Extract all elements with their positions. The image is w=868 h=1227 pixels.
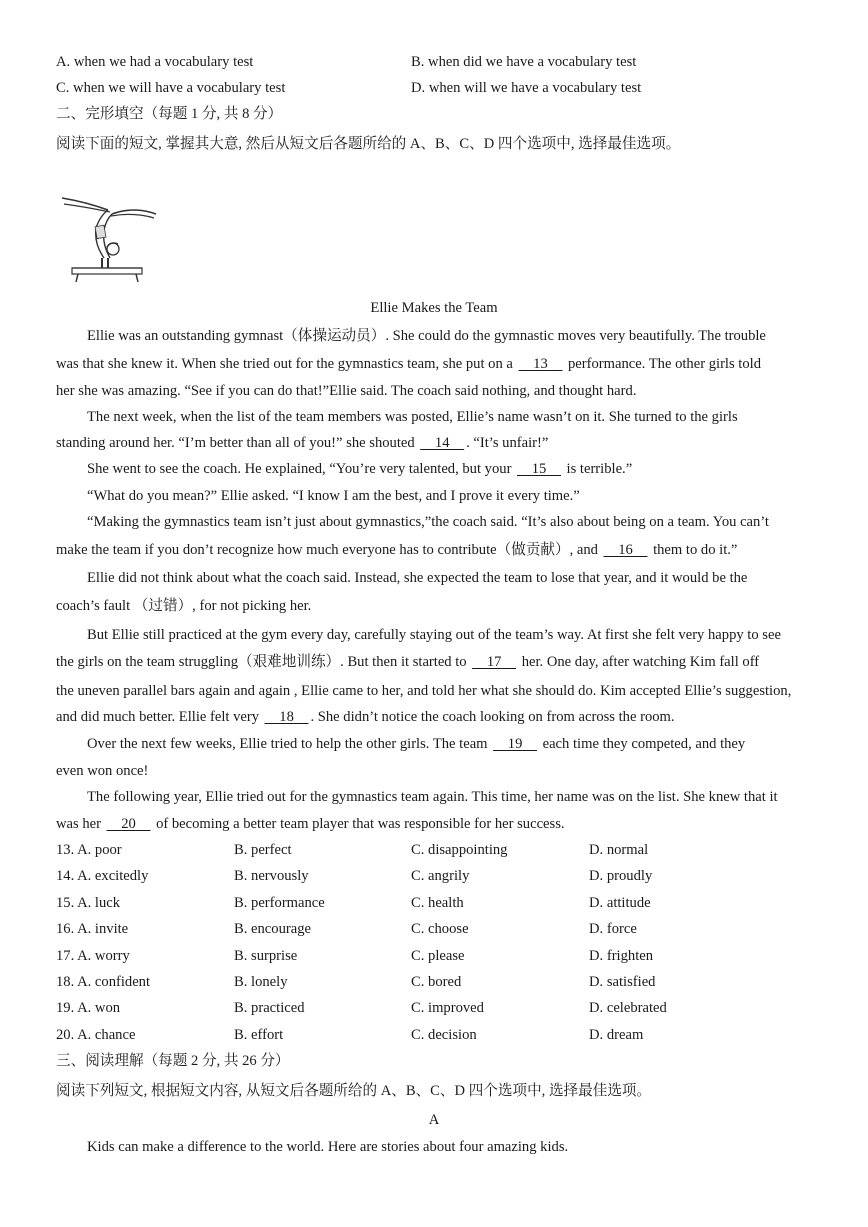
part-label: A xyxy=(428,1112,440,1128)
choice-c: C. bored xyxy=(411,974,462,990)
section-3-intro: Kids can make a difference to the world. Here are stories about four amazing kids. xyxy=(87,1139,569,1155)
section-3-instruction: 阅读下列短文, 根据短文内容, 从短文后各题所给的 A、B、C、D 四个选项中, 选择最佳选项。 xyxy=(56,1083,652,1099)
option-c: C. when we will have a vocabulary test xyxy=(56,80,286,96)
prev-options-row-2 xyxy=(56,78,816,98)
question-row xyxy=(56,998,816,1018)
choice-c: C. decision xyxy=(411,1026,477,1043)
section-3-heading: 三、阅读理解（每题 2 分, 共 26 分） xyxy=(56,1053,290,1069)
choice-d: D. frighten xyxy=(589,947,654,964)
choice-d: D. dream xyxy=(589,1026,644,1043)
choice-b: B. lonely xyxy=(234,974,288,990)
choice-a: 13. A. poor xyxy=(56,842,122,858)
choice-d: D. force xyxy=(589,921,637,938)
choice-b: B. effort xyxy=(234,1026,284,1043)
blank-17: 17 xyxy=(486,654,502,670)
passage-line: the girls on the team struggling（艰难地训练）. But then it started to 17 her. One day, after watching Kim fall off xyxy=(56,654,760,670)
passage-line: the uneven parallel bars again and again , Ellie came to her, and told her what she should do. Kim accepted Ellie’s suggestion, xyxy=(56,683,792,699)
choice-c: C. disappointing xyxy=(411,842,508,858)
option-b: B. when did we have a vocabulary test xyxy=(411,54,637,70)
choice-d: D. attitude xyxy=(589,894,651,911)
passage-line: The next week, when the list of the team members was posted, Ellie’s name wasn’t on it. She turned to the girls xyxy=(87,409,738,425)
choice-a: 14. A. excitedly xyxy=(56,868,149,885)
option-a: A. when we had a vocabulary test xyxy=(56,54,254,70)
question-row xyxy=(56,972,816,992)
section-2-heading: 二、完形填空（每题 1 分, 共 8 分） xyxy=(56,106,283,122)
passage-line: even won once! xyxy=(56,763,149,779)
blank-19: 19 xyxy=(507,736,523,752)
blank-14: 14 xyxy=(434,435,450,451)
passage-line: “Making the gymnastics team isn’t just about gymnastics,”the coach said. “It’s also about being on a team. You can’t xyxy=(87,514,769,530)
choice-b: B. encourage xyxy=(234,921,311,938)
question-row xyxy=(56,840,816,860)
passage-line: coach’s fault （过错）, for not picking her. xyxy=(56,598,312,614)
choice-b: B. perfect xyxy=(234,842,292,858)
choice-c: C. angrily xyxy=(411,868,470,885)
passage-line: The following year, Ellie tried out for the gymnastics team again. This time, her name was on the list. She knew that it xyxy=(87,789,778,805)
question-row xyxy=(56,919,816,939)
choice-b: B. practiced xyxy=(234,1000,305,1017)
passage-line: She went to see the coach. He explained, “You’re very talented, but your 15 is terrible.” xyxy=(87,461,633,477)
choice-b: B. nervously xyxy=(234,868,309,885)
choice-c: C. improved xyxy=(411,1000,484,1017)
question-row xyxy=(56,946,816,966)
blank-15: 15 xyxy=(531,461,547,477)
option-d: D. when will we have a vocabulary test xyxy=(411,80,642,96)
blank-16: 16 xyxy=(618,542,633,558)
section-2-instruction: 阅读下面的短文, 掌握其大意, 然后从短文后各题所给的 A、B、C、D 四个选项中, 选择最佳选项。 xyxy=(56,136,681,152)
gymnast-illustration xyxy=(56,192,160,284)
blank-13: 13 xyxy=(533,356,548,372)
prev-options-row-1 xyxy=(56,52,816,72)
choice-c: C. choose xyxy=(411,921,469,938)
passage-line: make the team if you don’t recognize how much everyone has to contribute（做贡献）, and 16 them to do it.” xyxy=(56,542,738,558)
passage-line: and did much better. Ellie felt very 18 . She didn’t notice the coach looking on from across the room. xyxy=(56,709,675,725)
choice-a: 16. A. invite xyxy=(56,921,129,938)
passage-line: “What do you mean?” Ellie asked. “I know I am the best, and I prove it every time.” xyxy=(87,488,580,504)
passage-line: Ellie was an outstanding gymnast（体操运动员）. She could do the gymnastic moves very beautifully. The trouble xyxy=(87,328,766,344)
passage-line: standing around her. “I’m better than all of you!” she shouted 14 . “It’s unfair!” xyxy=(56,435,549,451)
passage-line: Over the next few weeks, Ellie tried to help the other girls. The team 19 each time they competed, and they xyxy=(87,736,746,752)
choice-d: D. satisfied xyxy=(589,974,656,990)
passage-line: her she was amazing. “See if you can do that!”Ellie said. The coach said nothing, and thought hard. xyxy=(56,383,637,399)
choice-d: D. celebrated xyxy=(589,1000,667,1017)
blank-20: 20 xyxy=(121,816,136,832)
blank-18: 18 xyxy=(279,709,294,725)
passage-line: was that she knew it. When she tried out for the gymnastics team, she put on a 13 performance. The other girls told xyxy=(56,356,762,372)
choice-a: 18. A. confident xyxy=(56,974,151,990)
choice-a: 15. A. luck xyxy=(56,894,121,911)
choice-d: D. normal xyxy=(589,842,649,858)
choice-a: 19. A. won xyxy=(56,1000,121,1017)
choice-a: 17. A. worry xyxy=(56,947,130,964)
question-row xyxy=(56,893,816,913)
question-row xyxy=(56,1025,816,1045)
choice-c: C. health xyxy=(411,894,464,911)
passage-line: But Ellie still practiced at the gym every day, carefully staying out of the team’s way. At first she felt very happy to see xyxy=(87,627,781,643)
choice-d: D. proudly xyxy=(589,868,653,885)
choice-b: B. performance xyxy=(234,894,325,911)
question-row xyxy=(56,866,816,886)
passage-title: Ellie Makes the Team xyxy=(370,300,498,316)
passage-line: was her 20 of becoming a better team player that was responsible for her success. xyxy=(56,816,565,832)
passage-line: Ellie did not think about what the coach said. Instead, she expected the team to lose that year, and it would be the xyxy=(87,570,748,586)
choice-c: C. please xyxy=(411,947,465,964)
choice-b: B. surprise xyxy=(234,947,298,964)
choice-a: 20. A. chance xyxy=(56,1026,136,1043)
